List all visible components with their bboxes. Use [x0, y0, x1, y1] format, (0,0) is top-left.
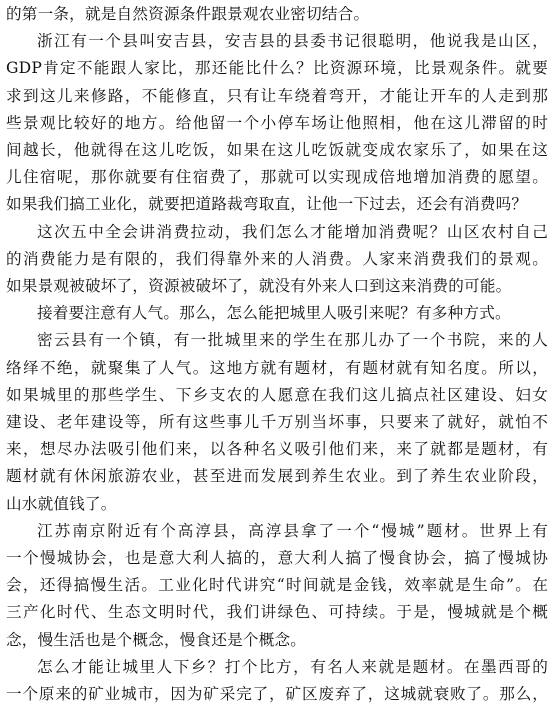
text-line: 怎么才能让城里人下乡？打个比方，有名人来就是题材。在墨西哥的 — [37, 657, 548, 676]
text-line: GDP肯定不能跟人家比，那还能比什么？比资源环境，比景观条件。就要 — [6, 59, 548, 78]
text-line: 浙江有一个县叫安吉县，安吉县的县委书记很聪明，他说我是山区， — [37, 32, 548, 51]
text-line: 求到这儿来修路，不能修直，只有让车绕着弯开，才能让开车的人走到那 — [6, 86, 548, 105]
text-line: 如果景观被破坏了，资源被破坏了，就没有外来人口到这来消费的可能。 — [6, 277, 512, 295]
text-line: 如果城里的那些学生、下乡支农的人愿意在我们这儿搞点社区建设、妇女 — [6, 385, 548, 404]
text-line: 念，慢生活也是个概念，慢食还是个概念。 — [6, 630, 307, 649]
text-line: 密云县有一个镇，有一批城里来的学生在那儿办了一个书院，来的人 — [37, 331, 548, 350]
text-line: 接着要注意有人气。那么，怎么能把城里人吸引来呢？有多种方式。 — [37, 304, 511, 323]
text-line: 建设、老年建设等，所有这些事儿千万别当坏事，只要来了就好，就怕不 — [6, 413, 548, 431]
text-line: 来，想尽办法吸引他们来，以各种名义吸引他们来，来了就都是题材，有 — [6, 440, 548, 459]
text-line: 题材就有休闲旅游农业，甚至进而发展到养生农业。到了养生农业阶段， — [6, 467, 548, 486]
text-line: 会，还得搞慢生活。工业化时代讲究“时间就是金钱，效率就是生命”。在 — [6, 576, 548, 595]
text-line: 三产化时代、生态文明时代，我们讲绿色、可持续。于是，慢城就是个概 — [6, 603, 548, 622]
text-line: 一个原来的矿业城市，因为矿采完了，矿区废弃了，这城就衰败了。那么， — [6, 685, 548, 703]
text-line: 江苏南京附近有个高淳县，高淳县拿了一个“慢城”题材。世界上有 — [37, 521, 548, 540]
text-line: 如果我们搞工业化，就要把道路裁弯取直，让他一下过去，还会有消费吗？ — [6, 195, 528, 214]
text-line: 这次五中全会讲消费拉动，我们怎么才能增加消费呢？山区农村自己 — [37, 222, 548, 241]
text-line: 一个慢城协会，也是意大利人搞的，意大利人搞了慢食协会，搞了慢城协 — [6, 549, 548, 567]
text-line: 的第一条，就是自然资源条件跟景观农业密切结合。 — [6, 5, 370, 23]
text-line: 山水就值钱了。 — [6, 494, 117, 513]
text-line: 些景观比较好的地方。给他留一个小停车场让他照相，他在这儿滞留的时 — [6, 113, 548, 132]
text-line: 络绎不绝，就聚集了人气。这地方就有题材，有题材就有知名度。所以， — [6, 358, 548, 377]
text-line: 儿住宿呢，那你就要有住宿费了，那就可以实现成倍地增加消费的愿望。 — [6, 168, 548, 187]
text-line: 间越长，他就得在这儿吃饭，如果在这儿吃饭就变成农家乐了，如果在这 — [6, 141, 548, 159]
text-line: 的消费能力是有限的，我们得靠外来的人消费。人家来消费我们的景观。 — [6, 249, 548, 268]
